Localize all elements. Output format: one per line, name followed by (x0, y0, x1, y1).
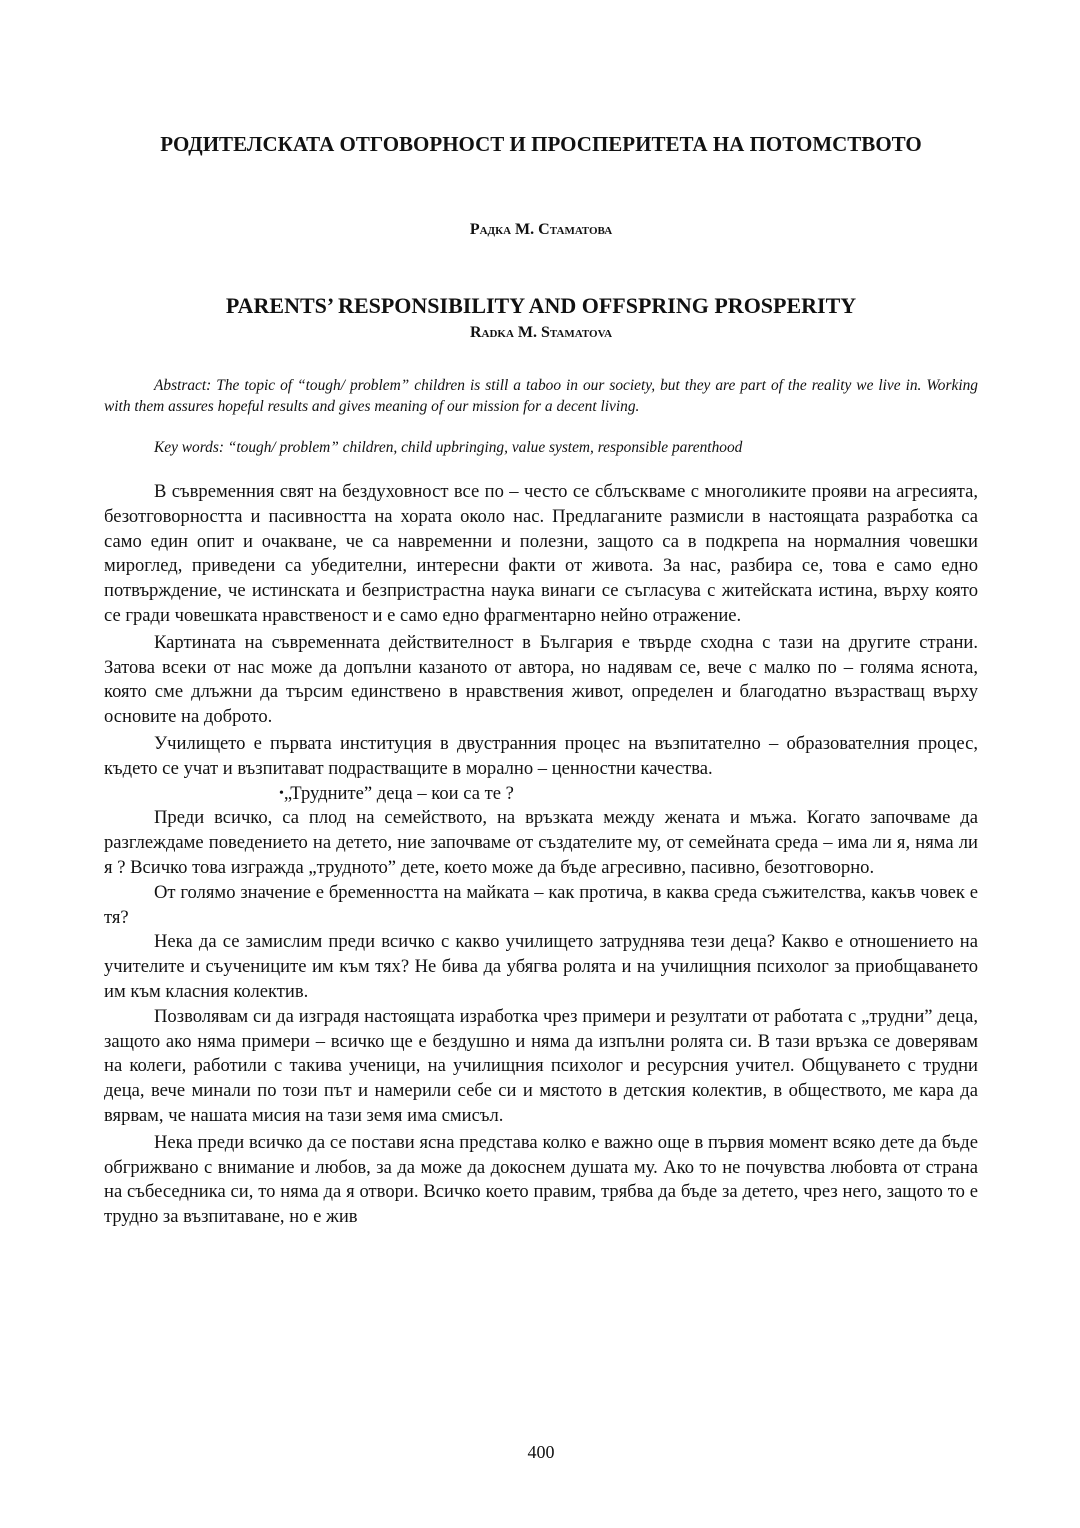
paragraph-6: Нека да се замислим преди всичко с какво училището затруднява тези деца? Какво е отношението на учителите и съучениците им към тях? Не бива да убягва ролята и на училищния психолог за приобщаването им към класния колектив. (104, 931, 978, 1002)
section-bullet (104, 782, 978, 807)
author-bulgarian: Радка М. Стаматова (469, 221, 613, 238)
paragraph-3: Училището е първата институция в двустранния процес на възпитателно – образователния процес, където се учат и възпитават подрастващите в морално – ценностни качества. (104, 732, 978, 779)
page-number: 400 (527, 1442, 555, 1462)
abstract: Abstract: The topic of “tough/ problem” children is still a taboo in our society, but they are part of the reality we live in. Working with them assures hopeful results and gives meaning of our mission for a decent living. (104, 377, 978, 415)
paragraph-1: В съвременния свят на бездуховност все по – често се сблъскваме с многоликите прояви на агресията, безотговорността и пасивността на хората около нас. Предлаганите размисли в настоящата разработка са само един опит и очакване, че са навременни и полезни, защото са в подкрепа на нормалния човешки мироглед, приведени са убедителни, интересни факти от живота. За нас, разбира се, това е само едно потвърждение, че истинската и безпристрастна наука винаги се съгласува с житейската истина, върху която се гради човешката нравственост и е само едно фрагментарно нейно отражение. (104, 481, 978, 626)
paragraph-5: От голямо значение е бременността на майката – как протича, в каква среда съжителства, какъв човек е тя? (104, 881, 978, 928)
keywords: Key words: “tough/ problem” children, child upbringing, value system, responsible parenthood (154, 439, 743, 456)
body-text (104, 480, 978, 1230)
author-english: Radka M. Stamatova (469, 324, 613, 341)
section-bullet-text: „Трудните” деца – кои са те ? (283, 782, 514, 804)
paragraph-4: Преди всичко, са плод на семейството, на връзката между жената и мъжа. Когато започваме да разглеждаме поведението на детето, ние започваме от създателите му, от семейната среда – има ли я, няма ли я ? Всичко това изгражда „трудното” дете, което може да бъде агресивно, пасивно, безотговорно. (104, 807, 978, 878)
paragraph-7: Позволявам си да изградя настоящата изработка чрез примери и резултати от работата с „трудни” деца, защото ако няма примери – всичко ще е бездушно и няма да изпълни ролята си. В тази връзка се доверявам на колеги, работили с такива ученици, на училищния психолог и ресурсния учител. Общуването с трудни деца, вече минали по този път и намерили себе си и мястото в детския колектив, в обществото, ме кара да вярвам, че нашата мисия на тази земя има смисъл. (104, 1005, 978, 1126)
bullet-icon: • (279, 785, 284, 801)
title-english: PARENTS’ RESPONSIBILITY AND OFFSPRING PROSPERITY (225, 293, 857, 318)
paragraph-8: Нека преди всичко да се постави ясна представа колко е важно още в първия момент всяко дете да бъде обгрижвано с внимание и любов, за да може да докоснем душата му. Ако то не почувства любовта от страна на събеседника си, то няма да я отвори. Всичко което правим, трябва да бъде за детето, чрез него, защото то е трудно за възпитаване, но е жив (104, 1131, 978, 1228)
paragraph-2: Картината на съвременната действителност в България е твърде сходна с тази на другите страни. Затова всеки от нас може да допълни казаното от автора, но надявам се, вече с малко по – голяма яснота, която сме длъжни да търсим единствено в нравствения живот, определен и благодатно възрастващ върху основите на доброто. (104, 631, 978, 728)
title-bulgarian: РОДИТЕЛСКАТА ОТГОВОРНОСТ И ПРОСПЕРИТЕТА НА ПОТОМСТВОТО (160, 132, 922, 156)
